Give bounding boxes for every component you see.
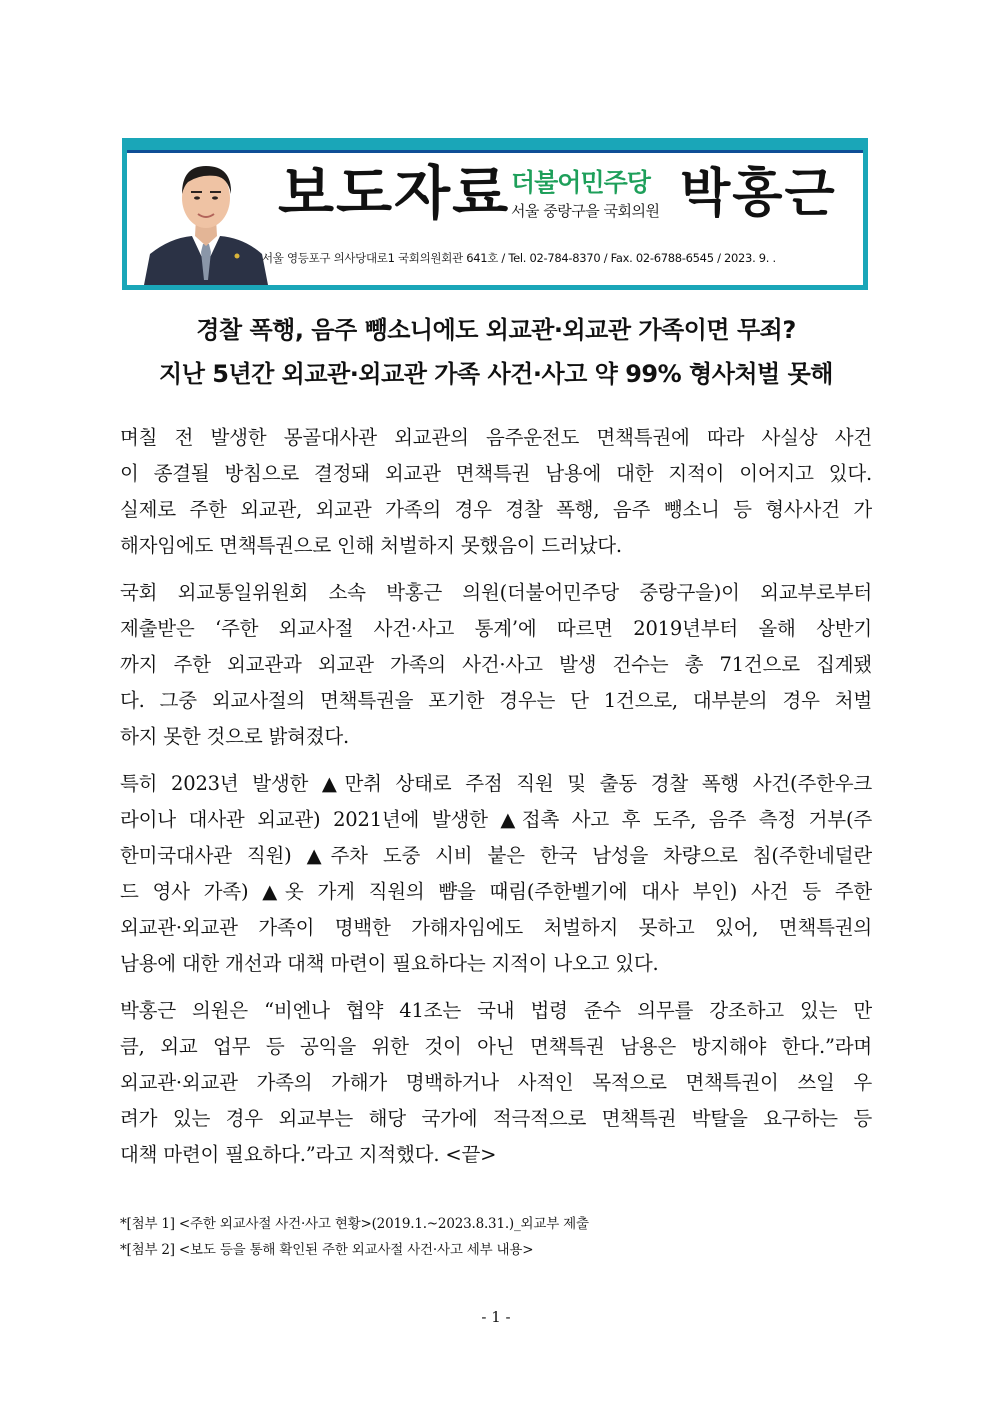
paragraph-1 bbox=[120, 420, 872, 564]
paragraph-line: 외교관·외교관 가족이 명백한 가해자임에도 처벌하지 못하고 있어, 면책특권의 bbox=[120, 916, 872, 939]
contact-info: 서울 영등포구 의사당대로1 국회의원회관 641호 / Tel. 02-784-8370 / Fax. 02-6788-6545 / 2023. 9. . bbox=[262, 251, 776, 265]
paragraph-line: 려가 있는 경우 외교부는 해당 국가에 적극적으로 면책특권 박탈을 요구하는 등 bbox=[120, 1107, 872, 1130]
paragraph-line: 박홍근 의원은 “비엔나 협약 41조는 국내 법령 준수 의무를 강조하고 있는 만 bbox=[120, 999, 872, 1022]
attachment-2: *[첨부 2] <보도 등을 통해 확인된 주한 외교사절 사건·사고 세부 내용> bbox=[120, 1242, 534, 1258]
banner-right-bar bbox=[863, 138, 868, 290]
banner-inner-line bbox=[127, 150, 863, 153]
paragraph-line: 국회 외교통일위원회 소속 박홍근 의원(더불어민주당 중랑구을)이 외교부로부터 bbox=[120, 581, 872, 604]
paragraph-line: 해자임에도 면책특권으로 인해 처벌하지 못했음이 드러났다. bbox=[120, 534, 622, 557]
press-release-title: 보도자료 bbox=[278, 159, 511, 227]
page-number: - 1 - bbox=[481, 1308, 511, 1326]
paragraph-4 bbox=[120, 993, 872, 1173]
headline-line-2: 지난 5년간 외교관·외교관 가족 사건·사고 약 99% 형사처벌 못해 bbox=[159, 360, 833, 388]
paragraph-line: 남용에 대한 개선과 대책 마련이 필요하다는 지적이 나오고 있다. bbox=[120, 952, 659, 975]
article-body bbox=[120, 420, 872, 1184]
paragraph-line: 대책 마련이 필요하다.”라고 지적했다. <끝> bbox=[120, 1143, 497, 1166]
banner-top-bar bbox=[122, 138, 868, 150]
paragraph-line: 하지 못한 것으로 밝혀졌다. bbox=[120, 725, 350, 748]
attachment-1: *[첨부 1] <주한 외교사절 사건·사고 현황>(2019.1.~2023.8.31.)_외교부 제출 bbox=[120, 1216, 589, 1232]
paragraph-line: 실제로 주한 외교관, 외교관 가족의 경우 경찰 폭행, 음주 뺑소니 등 형사사건 가 bbox=[120, 498, 872, 521]
paragraph-3 bbox=[120, 766, 872, 982]
lawmaker-portrait bbox=[140, 156, 272, 285]
paragraph-line: 이 종결될 방침으로 결정돼 외교관 면책특권 남용에 대한 지적이 이어지고 있다. bbox=[120, 462, 872, 485]
paragraph-2 bbox=[120, 575, 872, 755]
district-label: 서울 중랑구을 국회의원 bbox=[511, 202, 660, 220]
party-name: 더불어민주당 bbox=[511, 168, 650, 197]
banner-left-bar bbox=[122, 138, 127, 290]
paragraph-line: 라이나 대사관 외교관) 2021년에 발생한 ▲접촉 사고 후 도주, 음주 측정 거부(주 bbox=[120, 808, 872, 831]
headline-line-1: 경찰 폭행, 음주 뺑소니에도 외교관·외교관 가족이면 무죄? bbox=[196, 316, 796, 344]
paragraph-line: 큼, 외교 업무 등 공익을 위한 것이 아닌 면책특권 남용은 방지해야 한다.”라며 bbox=[120, 1035, 872, 1058]
paragraph-line: 특히 2023년 발생한 ▲만취 상태로 주점 직원 및 출동 경찰 폭행 사건(주한우크 bbox=[120, 772, 872, 795]
paragraph-line: 제출받은 ‘주한 외교사절 사건·사고 통계’에 따르면 2019년부터 올해 상반기 bbox=[120, 617, 872, 640]
press-release-banner bbox=[122, 138, 868, 290]
paragraph-line: 한미국대사관 직원) ▲주차 도중 시비 붙은 한국 남성을 차량으로 침(주한네덜란 bbox=[120, 844, 872, 867]
paragraph-line: 다. 그중 외교사절의 면책특권을 포기한 경우는 단 1건으로, 대부분의 경우 처벌 bbox=[120, 689, 872, 712]
paragraph-line: 며칠 전 발생한 몽골대사관 외교관의 음주운전도 면책특권에 따라 사실상 사건 bbox=[120, 426, 872, 449]
paragraph-line: 까지 주한 외교관과 외교관 가족의 사건·사고 발생 건수는 총 71건으로 집계됐 bbox=[120, 653, 872, 676]
lawmaker-name: 박홍근 bbox=[680, 164, 837, 224]
paragraph-line: 드 영사 가족) ▲옷 가게 직원의 뺨을 때림(주한벨기에 대사 부인) 사건 등 주한 bbox=[120, 880, 872, 903]
banner-bottom-bar bbox=[122, 285, 868, 290]
paragraph-line: 외교관·외교관 가족의 가해가 명백하거나 사적인 목적으로 면책특권이 쓰일 우 bbox=[120, 1071, 872, 1094]
